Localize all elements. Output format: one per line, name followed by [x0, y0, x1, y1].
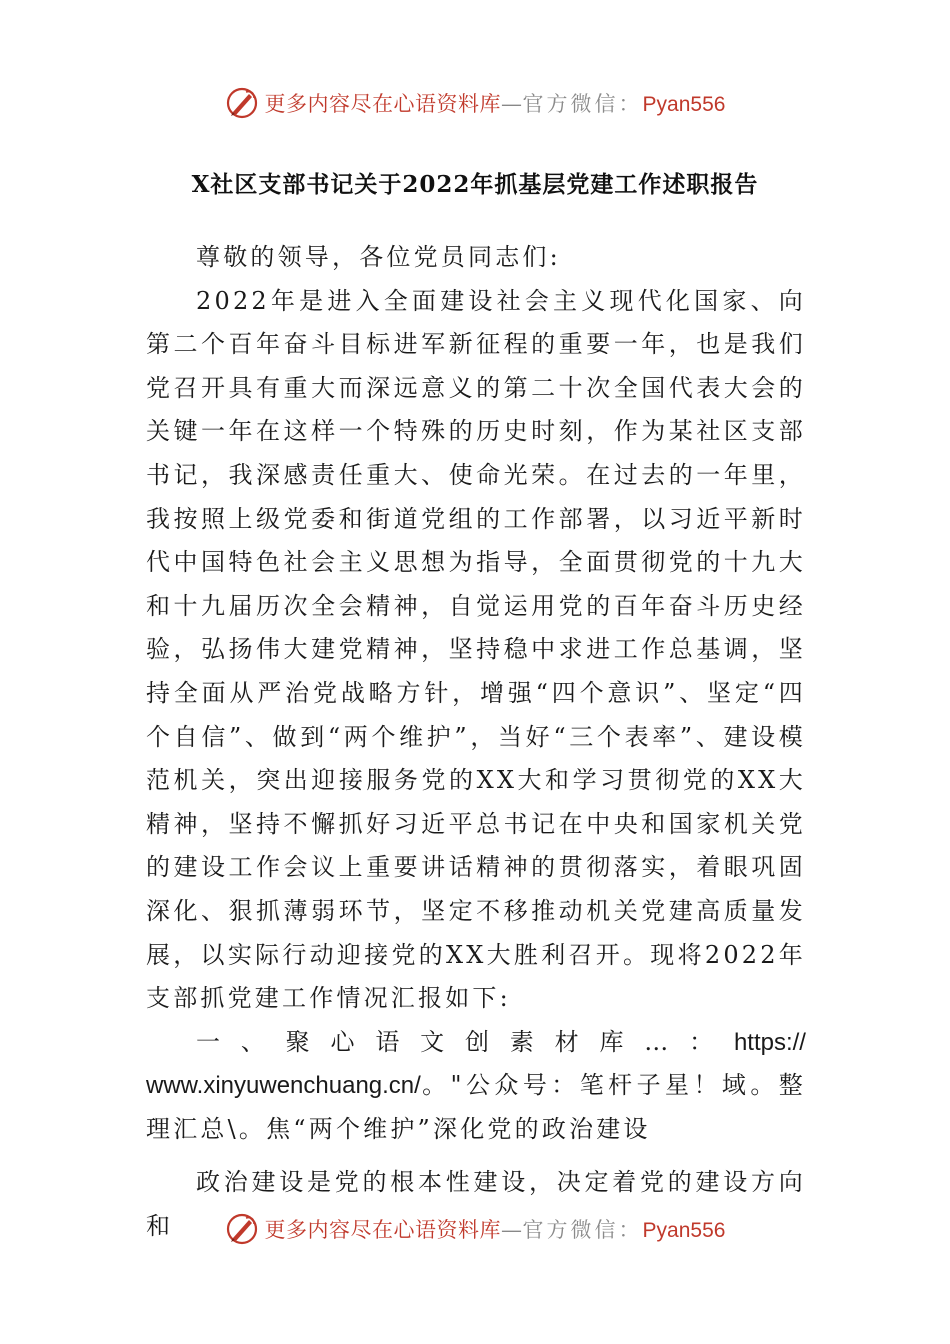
watermark-text: 更多内容尽在心语资料库—官方微信：Pyan556: [264, 1218, 726, 1242]
document-title: X社区支部书记关于2022年抓基层党建工作述职报告: [191, 171, 759, 198]
body-paragraph: 政治建设是党的根本性建设，决定着党的建设方向和: [146, 1168, 806, 1241]
website-link[interactable]: www.xinyuwenchuang.cn/: [146, 1072, 421, 1100]
pen-logo-icon: [225, 1212, 259, 1246]
pen-logo-icon: [225, 86, 259, 120]
watermark-text: 更多内容尽在心语资料库—官方微信：Pyan556: [264, 92, 726, 116]
section-heading-line: 一 、 聚 心 语 文 创 素 材 库 … ： https://: [196, 1027, 806, 1056]
header-watermark: [0, 78, 950, 128]
footer-watermark: [0, 1204, 950, 1254]
salutation: 尊敬的领导，各位党员同志们:: [196, 243, 561, 271]
body-paragraph: 2022年是进入全面建设社会主义现代化国家、向第二个百年奋斗目标进军新征程的重要一年，也是我们党召开具有重大而深远意义的第二十次全国代表大会的关键一年在这样一个特殊的历史时刻，作为某社区支部书记，我深感责任重大、使命光荣。在过去的一年里，我按照上级党委和街道党组的工作部署，以习近平新时代中国特色社会主义思想为指导，全面贯彻党的十九大和十九届历次全会精神，自觉运用党的百年奋斗历史经验，弘扬伟大建党精神，坚持稳中求进工作总基调，坚持全面从严治党战略方针，增强“四个意识”、坚定“四个自信”、做到“两个维护”，当好“三个表率”、建设模范机关，突出迎接服务党的XX大和学习贯彻党的XX大精神，坚持不懈抓好习近平总书记在中央和国家机关党的建设工作会议上重要讲话精神的贯彻落实，着眼巩固深化、狠抓薄弱环节，坚定不移推动机关党建高质量发展，以实际行动迎接党的XX大胜利召开。现将2022年支部抓党建工作情况汇报如下:: [146, 286, 806, 1013]
document-body: [146, 236, 806, 1249]
section-heading-continued: www.xinyuwenchuang.cn/。"公众号：笔杆子星！域。整理汇总\。焦“两个维护”深化党的政治建设: [146, 1071, 806, 1143]
